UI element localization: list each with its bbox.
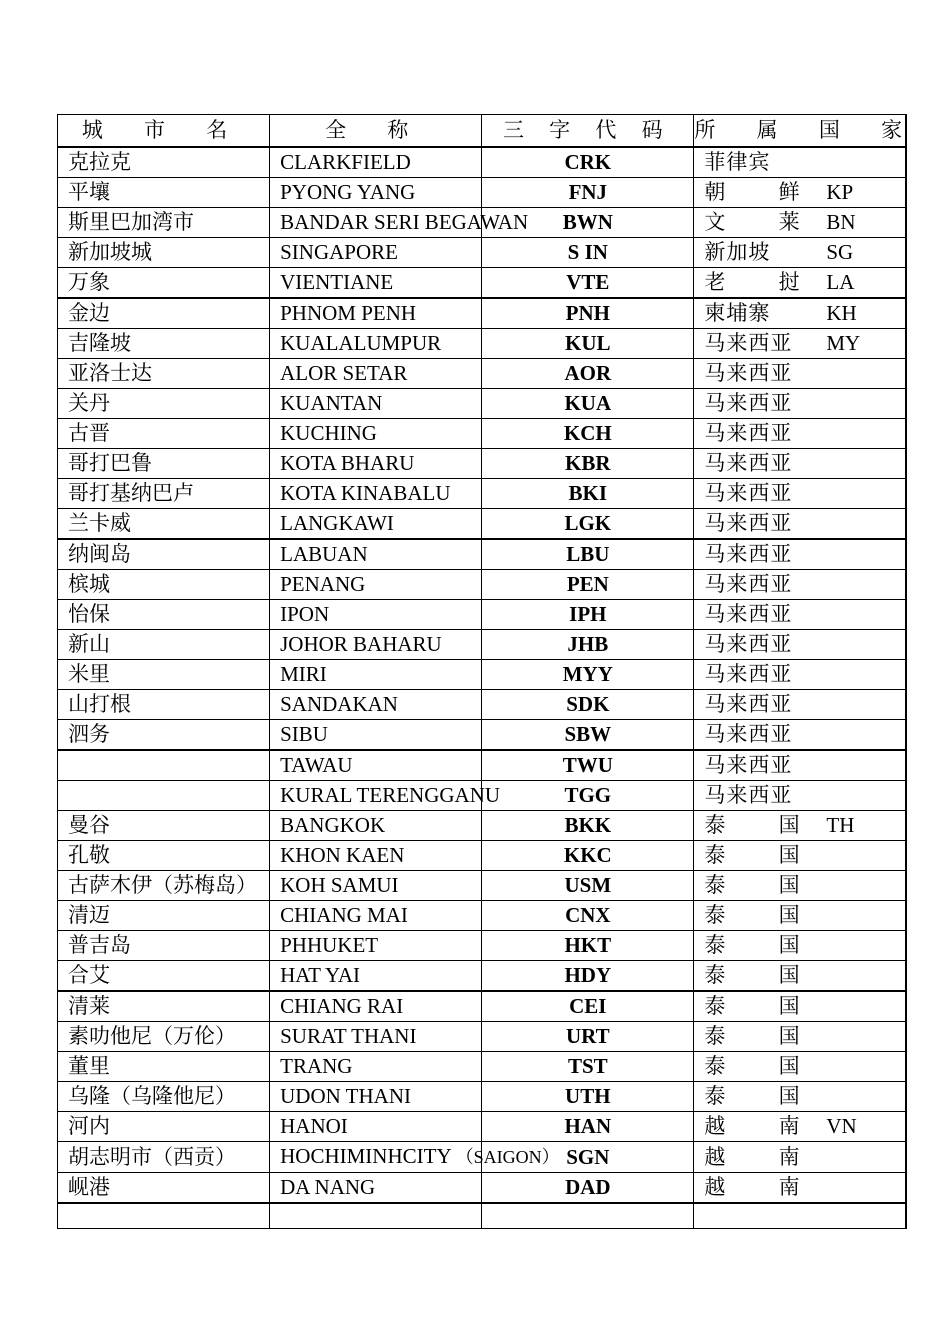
country-name: 马来西亚	[704, 783, 793, 807]
table-row	[58, 147, 907, 178]
city-name-cell: 曼谷	[58, 811, 270, 841]
country-iso-code: KP	[826, 180, 854, 204]
table-row	[58, 238, 907, 268]
full-name-cell	[270, 720, 482, 751]
full-name-cell	[270, 479, 482, 509]
city-name-cell: 古晋	[58, 419, 270, 449]
country-cell	[694, 690, 906, 720]
full-name-text: PYONG YANG	[280, 180, 416, 204]
three-letter-code-cell: DAD	[482, 1173, 694, 1204]
city-name-cell: 胡志明市（西贡）	[58, 1142, 270, 1173]
full-name-cell	[270, 389, 482, 419]
full-name-cell	[270, 600, 482, 630]
country-name: 泰 国	[704, 813, 824, 837]
table-row	[58, 690, 907, 720]
full-name-text: PENANG	[280, 572, 366, 596]
city-name-cell: 泗务	[58, 720, 270, 751]
full-name-text: HAT YAI	[280, 963, 361, 987]
three-letter-code-cell: KKC	[482, 841, 694, 871]
three-letter-code-cell: IPH	[482, 600, 694, 630]
table-row	[58, 268, 907, 299]
country-cell	[694, 931, 906, 961]
country-name: 马来西亚	[704, 692, 793, 716]
city-name-cell: 乌隆（乌隆他尼）	[58, 1082, 270, 1112]
table-row	[58, 208, 907, 238]
country-name: 泰 国	[704, 1054, 824, 1078]
full-name-text: SURAT THANI	[280, 1024, 417, 1048]
country-cell	[694, 298, 906, 329]
country-iso-code: MY	[826, 331, 861, 355]
three-letter-code-cell: HKT	[482, 931, 694, 961]
country-iso-code: BN	[826, 210, 856, 234]
full-name-cell	[270, 811, 482, 841]
full-name-cell	[270, 1082, 482, 1112]
country-cell	[694, 1052, 906, 1082]
table-row	[58, 1142, 907, 1173]
full-name-text: IPON	[280, 602, 330, 626]
full-name-text: KHON KAEN	[280, 843, 405, 867]
three-letter-code-cell: CNX	[482, 901, 694, 931]
table-row	[58, 901, 907, 931]
table-row	[58, 329, 907, 359]
table-row	[58, 871, 907, 901]
city-name-cell: 山打根	[58, 690, 270, 720]
full-name-cell	[270, 690, 482, 720]
three-letter-code-cell: HAN	[482, 1112, 694, 1142]
full-name-text: DA NANG	[280, 1175, 376, 1199]
country-cell	[694, 660, 906, 690]
full-name-cell	[270, 449, 482, 479]
full-name-text: KOH SAMUI	[280, 873, 399, 897]
country-name: 马来西亚	[704, 361, 793, 385]
country-name: 泰 国	[704, 994, 824, 1018]
table-body	[58, 147, 907, 1229]
table-row	[58, 660, 907, 690]
full-name-text: KUCHING	[280, 421, 377, 445]
country-cell	[694, 268, 906, 299]
country-cell	[694, 630, 906, 660]
country-cell	[694, 509, 906, 540]
full-name-text: HOCHIMINHCITY	[280, 1144, 452, 1168]
full-name-cell	[270, 871, 482, 901]
country-name: 泰 国	[704, 843, 824, 867]
city-name-cell: 兰卡威	[58, 509, 270, 540]
country-cell	[694, 147, 906, 178]
country-name: 马来西亚	[704, 331, 793, 355]
table-row	[58, 781, 907, 811]
three-letter-code-cell: BKK	[482, 811, 694, 841]
three-letter-code-cell: AOR	[482, 359, 694, 389]
full-name-cell	[270, 298, 482, 329]
table-row	[58, 600, 907, 630]
full-name-cell	[270, 1112, 482, 1142]
table-row	[58, 509, 907, 540]
full-name-text: BANDAR SERI BEGAWAN	[280, 210, 529, 234]
full-name-text: KOTA KINABALU	[280, 481, 451, 505]
three-letter-code-cell: S IN	[482, 238, 694, 268]
table-row	[58, 539, 907, 570]
country-name: 马来西亚	[704, 572, 793, 596]
country-name: 泰 国	[704, 1024, 824, 1048]
city-name-cell: 克拉克	[58, 147, 270, 178]
table-row	[58, 811, 907, 841]
country-name: 泰 国	[704, 963, 824, 987]
country-cell	[694, 811, 906, 841]
city-name-cell: 纳闽岛	[58, 539, 270, 570]
full-name-text: TAWAU	[280, 753, 353, 777]
full-name-text: KURAL TERENGGANU	[280, 783, 501, 807]
three-letter-code-cell: BWN	[482, 208, 694, 238]
full-name-cell	[270, 630, 482, 660]
empty-cell	[694, 1203, 906, 1229]
three-letter-code-cell: CEI	[482, 991, 694, 1022]
country-name: 文 莱	[704, 210, 824, 234]
three-letter-code-cell: HDY	[482, 961, 694, 992]
country-cell	[694, 1082, 906, 1112]
full-name-cell	[270, 570, 482, 600]
country-name: 老 挝	[704, 270, 824, 294]
table-row	[58, 178, 907, 208]
three-letter-code-cell: SDK	[482, 690, 694, 720]
country-name: 马来西亚	[704, 753, 793, 777]
three-letter-code-cell: PNH	[482, 298, 694, 329]
full-name-cell	[270, 901, 482, 931]
full-name-cell	[270, 268, 482, 299]
country-cell	[694, 600, 906, 630]
three-letter-code-cell: KCH	[482, 419, 694, 449]
full-name-cell	[270, 329, 482, 359]
three-letter-code-cell: SGN	[482, 1142, 694, 1173]
full-name-text: PHHUKET	[280, 933, 379, 957]
three-letter-code-cell: UTH	[482, 1082, 694, 1112]
table-row	[58, 1112, 907, 1142]
country-cell	[694, 449, 906, 479]
city-name-cell: 清莱	[58, 991, 270, 1022]
country-cell	[694, 178, 906, 208]
full-name-text: SANDAKAN	[280, 692, 398, 716]
three-letter-code-cell: KUL	[482, 329, 694, 359]
table-row	[58, 991, 907, 1022]
country-cell	[694, 781, 906, 811]
full-name-text: HANOI	[280, 1114, 348, 1138]
city-name-cell: 亚洛士达	[58, 359, 270, 389]
full-name-cell	[270, 1052, 482, 1082]
table-row	[58, 841, 907, 871]
country-cell	[694, 570, 906, 600]
country-name: 马来西亚	[704, 542, 793, 566]
table-row	[58, 931, 907, 961]
full-name-text: UDON THANI	[280, 1084, 411, 1108]
city-name-cell: 米里	[58, 660, 270, 690]
full-name-cell	[270, 238, 482, 268]
city-name-cell: 万象	[58, 268, 270, 299]
city-name-cell: 普吉岛	[58, 931, 270, 961]
header-full-name: 全 称	[270, 115, 482, 148]
table-row	[58, 449, 907, 479]
full-name-cell	[270, 208, 529, 238]
country-cell	[694, 961, 906, 992]
country-cell	[694, 238, 906, 268]
table-row	[58, 570, 907, 600]
country-cell	[694, 720, 906, 751]
full-name-text: TRANG	[280, 1054, 353, 1078]
country-iso-code: SG	[826, 240, 854, 264]
full-name-cell	[270, 660, 482, 690]
three-letter-code-cell: KBR	[482, 449, 694, 479]
full-name-text: JOHOR BAHARU	[280, 632, 442, 656]
full-name-text: VIENTIANE	[280, 270, 394, 294]
three-letter-code-cell: FNJ	[482, 178, 694, 208]
three-letter-code-cell: LBU	[482, 539, 694, 570]
full-name-text: LABUAN	[280, 542, 368, 566]
three-letter-code-cell: MYY	[482, 660, 694, 690]
country-cell	[694, 1173, 906, 1204]
table-row	[58, 720, 907, 751]
full-name-cell	[270, 961, 482, 992]
country-name: 马来西亚	[704, 511, 793, 535]
full-name-cell	[270, 931, 482, 961]
table-header	[58, 115, 921, 148]
three-letter-code-cell: JHB	[482, 630, 694, 660]
table-row	[58, 1173, 907, 1204]
header-country: 所 属 国 家	[694, 115, 906, 148]
full-name-cell	[270, 841, 482, 871]
country-name: 柬埔寨	[704, 301, 771, 325]
country-cell	[694, 871, 906, 901]
full-name-cell	[270, 1142, 560, 1173]
country-name: 马来西亚	[704, 632, 793, 656]
city-name-cell: 孔敬	[58, 841, 270, 871]
full-name-note: （SAIGON）	[455, 1147, 560, 1167]
city-code-table	[57, 114, 921, 1229]
city-name-cell: 河内	[58, 1112, 270, 1142]
full-name-cell	[270, 419, 482, 449]
country-cell	[694, 389, 906, 419]
country-cell	[694, 359, 906, 389]
three-letter-code-cell: KUA	[482, 389, 694, 419]
country-cell	[694, 1112, 906, 1142]
city-name-cell: 哥打基纳巴卢	[58, 479, 270, 509]
full-name-text: CHIANG RAI	[280, 994, 404, 1018]
country-name: 越 南	[704, 1144, 824, 1169]
city-name-cell: 平壤	[58, 178, 270, 208]
country-name: 马来西亚	[704, 722, 793, 746]
country-cell	[694, 991, 906, 1022]
empty-row	[58, 1203, 907, 1229]
full-name-text: KOTA BHARU	[280, 451, 415, 475]
full-name-text: KUANTAN	[280, 391, 383, 415]
city-name-cell: 新加坡城	[58, 238, 270, 268]
full-name-text: KUALALUMPUR	[280, 331, 442, 355]
country-iso-code: TH	[826, 813, 855, 837]
three-letter-code-cell: BKI	[482, 479, 694, 509]
full-name-text: CLARKFIELD	[280, 150, 411, 174]
full-name-text: MIRI	[280, 662, 327, 686]
country-name: 马来西亚	[704, 662, 793, 686]
country-iso-code: VN	[826, 1114, 857, 1138]
three-letter-code-cell: SBW	[482, 720, 694, 751]
empty-cell	[270, 1203, 482, 1229]
full-name-text: LANGKAWI	[280, 511, 394, 535]
country-cell	[694, 208, 906, 238]
country-iso-code: LA	[826, 270, 855, 294]
country-name: 马来西亚	[704, 391, 793, 415]
country-cell	[694, 841, 906, 871]
country-name: 泰 国	[704, 903, 824, 927]
header-city-name: 城 市 名	[58, 115, 270, 148]
city-name-cell	[58, 750, 270, 781]
country-cell	[694, 479, 906, 509]
country-cell	[694, 329, 906, 359]
table-row	[58, 961, 907, 992]
city-name-cell: 斯里巴加湾市	[58, 208, 270, 238]
city-name-cell: 岘港	[58, 1173, 270, 1204]
country-name: 朝 鲜	[704, 180, 824, 204]
empty-cell	[58, 1203, 270, 1229]
table-row	[58, 298, 907, 329]
country-name: 菲律宾	[704, 150, 771, 174]
country-name: 马来西亚	[704, 421, 793, 445]
city-name-cell: 素叻他尼（万伦）	[58, 1022, 270, 1052]
table-row	[58, 1052, 907, 1082]
full-name-cell	[270, 147, 482, 178]
country-cell	[694, 419, 906, 449]
three-letter-code-cell: URT	[482, 1022, 694, 1052]
table-row	[58, 389, 907, 419]
full-name-cell	[270, 1173, 482, 1204]
city-name-cell: 哥打巴鲁	[58, 449, 270, 479]
city-name-cell: 古萨木伊（苏梅岛）	[58, 871, 270, 901]
full-name-text: SINGAPORE	[280, 240, 398, 264]
country-name: 泰 国	[704, 933, 824, 957]
empty-cell	[482, 1203, 694, 1229]
city-name-cell: 怡保	[58, 600, 270, 630]
three-letter-code-cell: TWU	[482, 750, 694, 781]
full-name-text: PHNOM PENH	[280, 301, 417, 325]
country-cell	[694, 539, 906, 570]
table-row	[58, 750, 907, 781]
country-name: 马来西亚	[704, 451, 793, 475]
full-name-cell	[270, 750, 482, 781]
full-name-text: CHIANG MAI	[280, 903, 408, 927]
country-cell	[694, 750, 906, 781]
country-cell	[694, 1142, 906, 1173]
city-name-cell: 合艾	[58, 961, 270, 992]
three-letter-code-cell: TGG	[482, 781, 694, 811]
full-name-cell	[270, 539, 482, 570]
three-letter-code-cell: USM	[482, 871, 694, 901]
table-row	[58, 630, 907, 660]
country-name: 新加坡	[704, 240, 771, 264]
full-name-cell	[270, 509, 482, 540]
full-name-cell	[270, 781, 501, 811]
full-name-cell	[270, 359, 482, 389]
city-name-cell: 槟城	[58, 570, 270, 600]
city-name-cell: 董里	[58, 1052, 270, 1082]
full-name-cell	[270, 1022, 482, 1052]
country-cell	[694, 1022, 906, 1052]
country-cell	[694, 901, 906, 931]
country-name: 马来西亚	[704, 602, 793, 626]
table-row	[58, 359, 907, 389]
full-name-text: BANGKOK	[280, 813, 386, 837]
country-name: 马来西亚	[704, 481, 793, 505]
three-letter-code-cell: TST	[482, 1052, 694, 1082]
three-letter-code-cell: PEN	[482, 570, 694, 600]
city-name-cell: 金边	[58, 298, 270, 329]
table-row	[58, 479, 907, 509]
country-name: 越 南	[704, 1114, 824, 1138]
country-name: 越 南	[704, 1175, 824, 1199]
full-name-cell	[270, 991, 482, 1022]
table-row	[58, 1082, 907, 1112]
country-name: 泰 国	[704, 873, 824, 897]
full-name-text: SIBU	[280, 722, 328, 746]
city-name-cell	[58, 781, 270, 811]
header-row	[58, 115, 907, 148]
city-name-cell: 关丹	[58, 389, 270, 419]
three-letter-code-cell: VTE	[482, 268, 694, 299]
country-name: 泰 国	[704, 1084, 824, 1108]
full-name-cell	[270, 178, 482, 208]
city-name-cell: 清迈	[58, 901, 270, 931]
full-name-text: ALOR SETAR	[280, 361, 408, 385]
city-name-cell: 新山	[58, 630, 270, 660]
three-letter-code-cell: LGK	[482, 509, 694, 540]
table-row	[58, 419, 907, 449]
table-row	[58, 1022, 907, 1052]
country-iso-code: KH	[826, 301, 857, 325]
header-code: 三 字 代 码	[482, 115, 694, 148]
three-letter-code-cell: CRK	[482, 147, 694, 178]
city-name-cell: 吉隆坡	[58, 329, 270, 359]
